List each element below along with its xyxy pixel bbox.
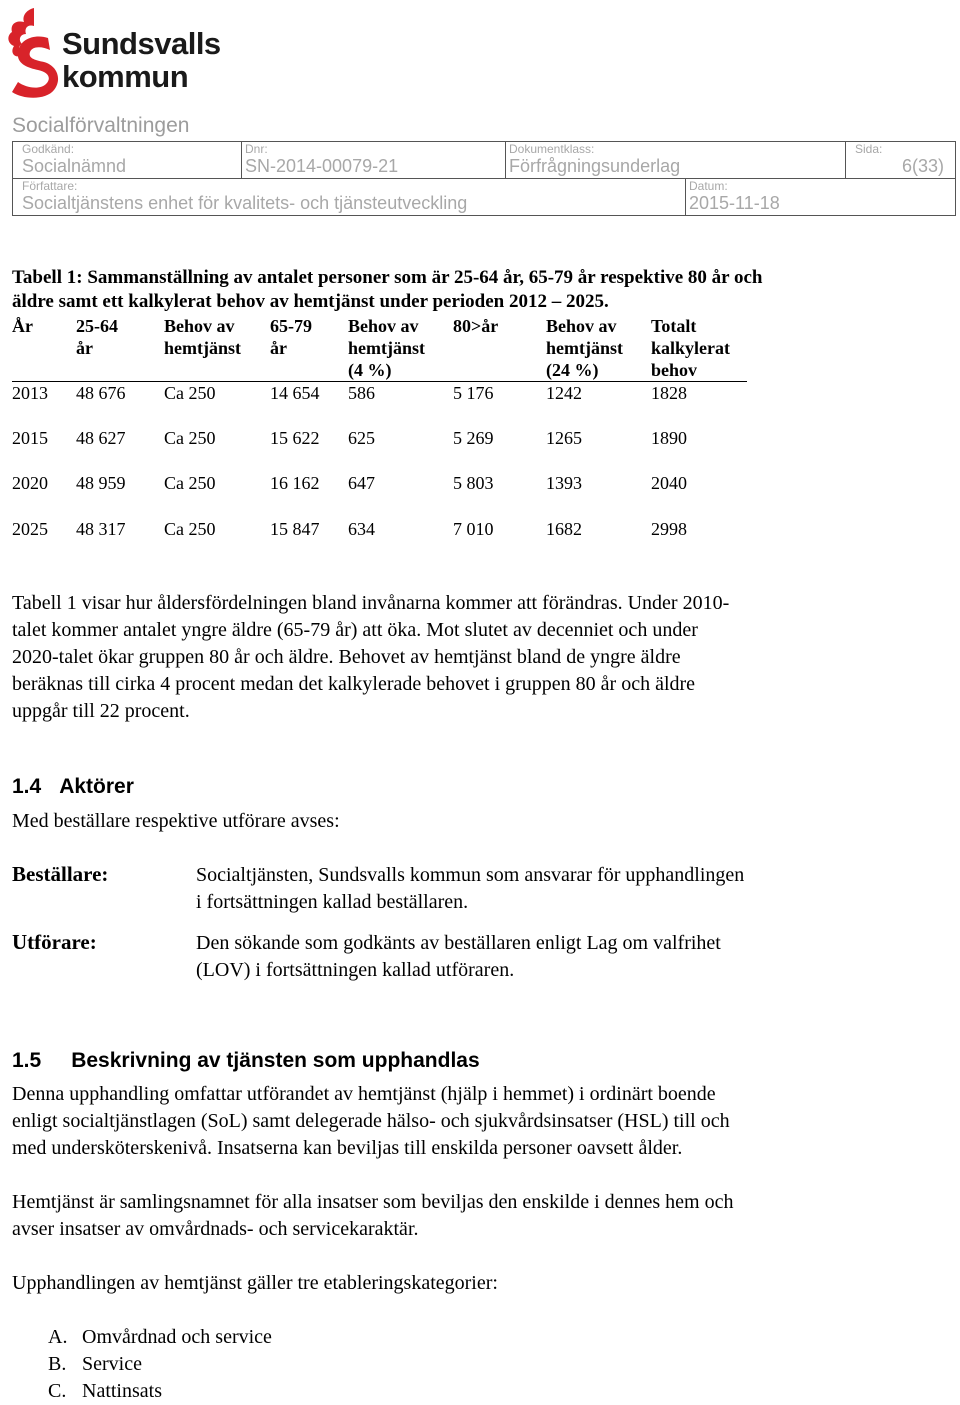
section-1-5-paragraph-1: Denna upphandling omfattar utförandet av hemtjänst (hjälp i hemmet) i ordinärt boende enligt socialtjänstlagen (SoL) samt delegerade hälso- och sjukvårdsinsatser (HSL) till och med undersköterskenivå. Insatserna kan beviljas till enskilda personer oavsett ålder. [12, 1083, 730, 1159]
table-header-cell: Behov av hemtjänst (24 %) [546, 316, 623, 380]
author-label: Författare: [22, 179, 78, 193]
author-value: Socialtjänstens enhet för kvalitets- och tjänsteutveckling [22, 193, 468, 213]
table-cell: 5 803 [453, 473, 494, 493]
table-header-cell: 65-79 år [270, 316, 312, 358]
table-cell: 48 676 [76, 383, 126, 403]
section-heading-1-4: 1.4 Aktörer [12, 775, 134, 798]
docclass-value: Förfrågningsunderlag [509, 156, 681, 176]
table-header-cell: Totalt kalkylerat behov [651, 316, 730, 380]
table-cell: 634 [348, 519, 375, 539]
department-title: Socialförvaltningen [12, 114, 190, 137]
term-utforare: Utförare: [12, 930, 97, 954]
approved-value: Socialnämnd [22, 156, 127, 176]
table-cell: 625 [348, 428, 375, 448]
logo-line-1: Sundsvalls [62, 26, 221, 61]
table-cell: 1242 [546, 383, 582, 403]
list-item: C. Nattinsats [48, 1380, 162, 1402]
approved-label: Godkänd: [22, 142, 75, 156]
table-cell: 7 010 [453, 519, 494, 539]
section-1-5-paragraph-3: Upphandlingen av hemtjänst gäller tre etableringskategorier: [12, 1272, 498, 1294]
table-header-cell: År [12, 316, 33, 336]
date-value: 2015-11-18 [689, 193, 780, 213]
table-cell: 1890 [651, 428, 687, 448]
dnr-value: SN-2014-00079-21 [245, 156, 399, 176]
definition-bestallare: Socialtjänsten, Sundsvalls kommun som ansvarar för upphandlingen i fortsättningen kallad beställaren. [196, 864, 745, 913]
table-cell: 15 847 [270, 519, 320, 539]
dnr-label: Dnr: [245, 142, 268, 156]
sundsvall-emblem-icon [4, 4, 62, 98]
table-cell: 48 627 [76, 428, 126, 448]
table-cell: Ca 250 [164, 383, 216, 403]
table-cell: 48 317 [76, 519, 126, 539]
table-cell: 5 269 [453, 428, 494, 448]
table-cell: 2013 [12, 383, 48, 403]
logo [4, 4, 254, 98]
table-cell: 1265 [546, 428, 582, 448]
table-cell: 2040 [651, 473, 687, 493]
list-item: B. Service [48, 1353, 142, 1375]
logo-line-2: kommun [62, 59, 189, 94]
table-cell: Ca 250 [164, 519, 216, 539]
page-number: 6(33) [901, 156, 944, 176]
list-item: A. Omvårdnad och service [48, 1326, 272, 1348]
table-header-cell: 25-64 år [76, 316, 118, 358]
table-cell: 647 [348, 473, 375, 493]
section-heading-1-5: 1.5 Beskrivning av tjänsten som upphandlas [12, 1049, 480, 1072]
section-1-5-paragraph-2: Hemtjänst är samlingsnamnet för alla insatser som beviljas den enskilde i dennes hem och avser insatser av omvårdnads- och servicekaraktär. [12, 1191, 734, 1240]
table-caption: Tabell 1: Sammanställning av antalet personer som är 25-64 år, 65-79 år respektive 80 år och äldre samt ett kalkylerat behov av hemtjänst under perioden 2012 – 2025. [12, 267, 763, 312]
table-header-cell: Behov av hemtjänst [164, 316, 241, 358]
table-cell: 14 654 [270, 383, 320, 403]
definition-utforare: Den sökande som godkänts av beställaren enligt Lag om valfrihet (LOV) i fortsättningen kallad utföraren. [196, 932, 721, 981]
table-cell: 5 176 [453, 383, 494, 403]
page-label: Sida: [855, 142, 883, 156]
table-cell: 2020 [12, 473, 48, 493]
table-cell: Ca 250 [164, 428, 216, 448]
table-cell: 586 [348, 383, 375, 403]
date-label: Datum: [689, 179, 728, 193]
table-cell: 48 959 [76, 473, 126, 493]
table-description: Tabell 1 visar hur åldersfördelningen bland invånarna kommer att förändras. Under 2010- talet kommer antalet yngre äldre (65-79 år) att öka. Mot slutet av decenniet och under 2020-talet ökar gruppen 80 år och äldre. Behovet av hemtjänst bland de yngre äldre beräknas till cirka 4 procent medan det kalkylerade behovet i gruppen 80 år och äldre uppgår till 22 procent. [12, 592, 730, 722]
table-cell: 2015 [12, 428, 48, 448]
table-header-cell: Behov av hemtjänst (4 %) [348, 316, 425, 380]
table-cell: Ca 250 [164, 473, 216, 493]
table-cell: 15 622 [270, 428, 320, 448]
term-bestallare: Beställare: [12, 862, 109, 886]
table-cell: 1828 [651, 383, 687, 403]
table-cell: 1682 [546, 519, 582, 539]
table-cell: 2025 [12, 519, 48, 539]
section-1-4-intro: Med beställare respektive utförare avses: [12, 810, 340, 832]
table-cell: 16 162 [270, 473, 320, 493]
table-cell: 1393 [546, 473, 582, 493]
docclass-label: Dokumentklass: [509, 142, 595, 156]
table-cell: 2998 [651, 519, 687, 539]
table-header-cell: 80>år [453, 316, 499, 336]
